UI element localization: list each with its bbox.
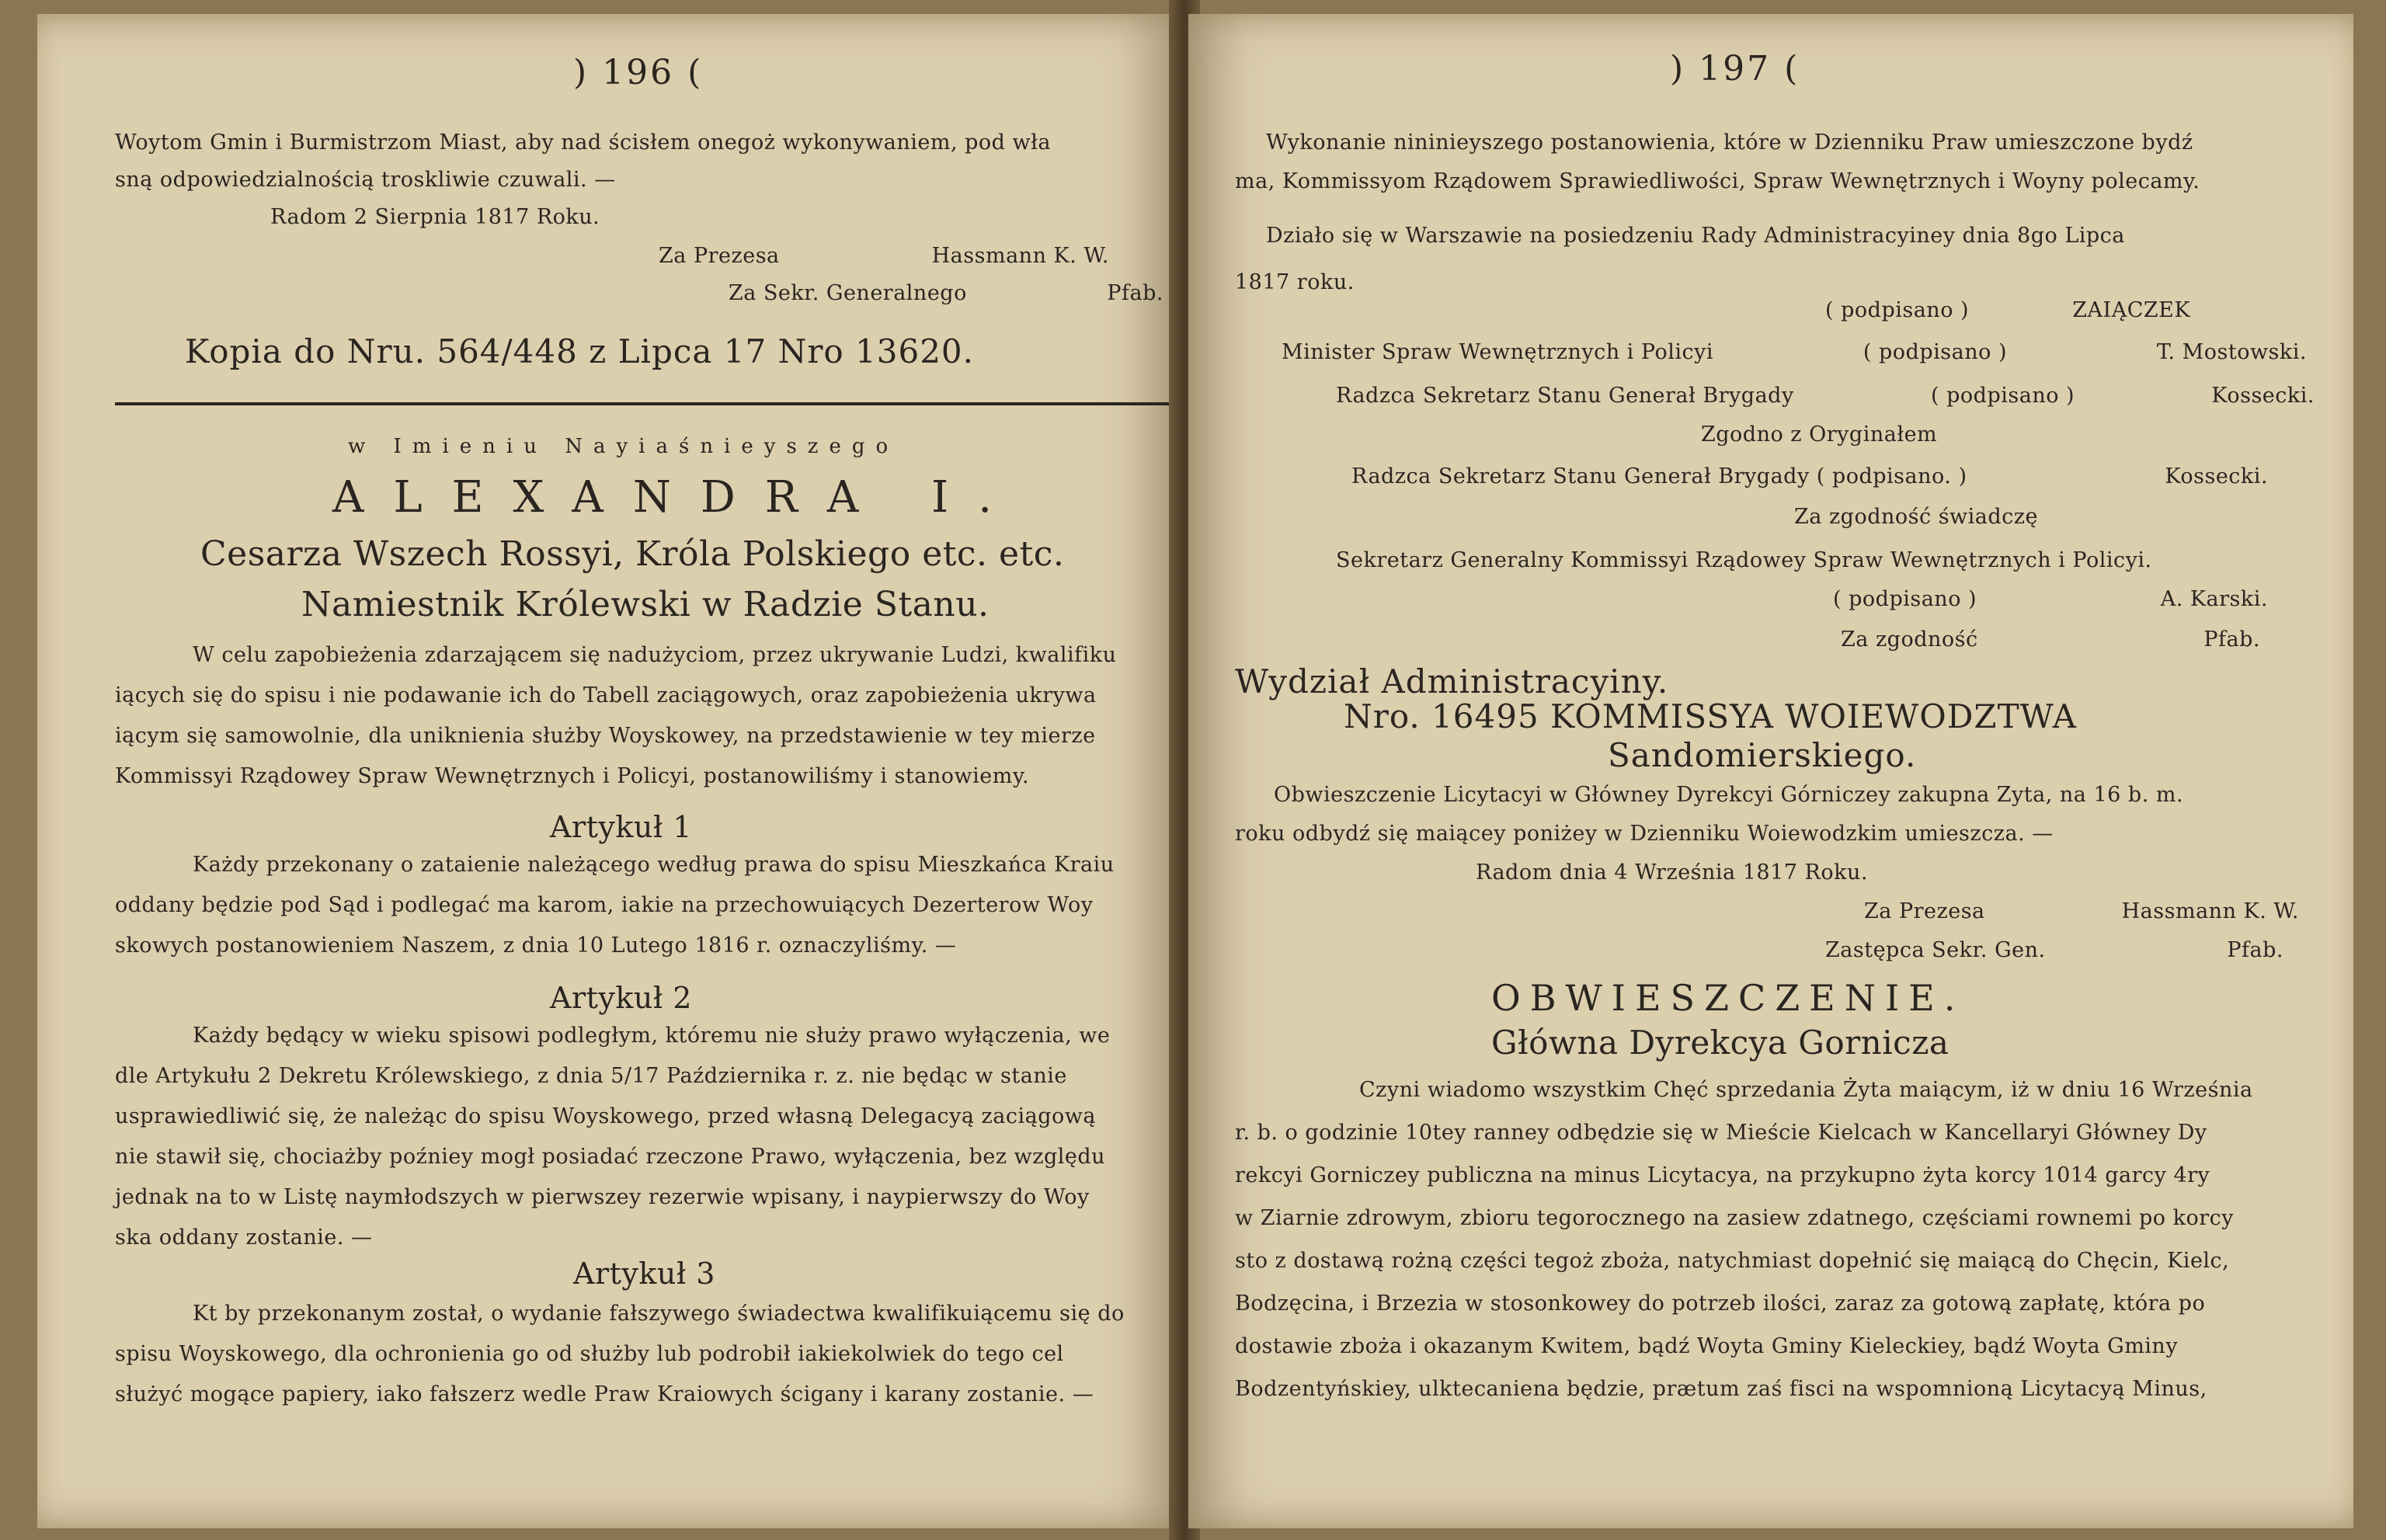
- signature-name: Pfab.: [1107, 281, 1163, 305]
- article-line: oddany będzie pod Sąd i podlegać ma karom, iakie na przechowuiących Dezerterow Woy: [115, 893, 1094, 917]
- signature-name: ZAIĄCZEK: [2072, 298, 2190, 322]
- left-page: [37, 14, 1179, 1528]
- signature-role: Radzca Sekretarz Stanu Generał Brygady ( podpisano. ): [1351, 464, 1967, 488]
- signature-role: Minister Spraw Wewnętrznych i Policyi: [1282, 340, 1714, 364]
- signature-name: Pfab.: [2203, 627, 2260, 652]
- monarch-name: ALEXANDRA I.: [332, 472, 1022, 523]
- right-page: [1188, 14, 2353, 1528]
- signature-name: T. Mostowski.: [2156, 340, 2307, 364]
- preamble-line: iącym się samowolnie, dla uniknienia służby Woyskowey, na przedstawienie w tey mierze: [115, 724, 1096, 748]
- article-line: dle Artykułu 2 Dekretu Królewskiego, z dnia 5/17 Października r. z. nie będąc w stanie: [115, 1064, 1067, 1088]
- signature-row: [1833, 587, 2268, 611]
- announcement-line: Bodzęcina, i Brzezia w stosonkowey do potrzeb ilości, zaraz za gotową zapłatę, która po: [1235, 1291, 2206, 1316]
- page-number: ) 196 (: [573, 53, 704, 92]
- notice-line: Obwieszczenie Licytacyi w Główney Dyrekcyi Górniczey zakupna Zyta, na 16 b. m.: [1274, 783, 2184, 807]
- dateline: Radom 2 Sierpnia 1817 Roku.: [270, 205, 600, 229]
- signature-row: [1864, 899, 2299, 923]
- signature-role: Zastępca Sekr. Gen.: [1825, 938, 2046, 962]
- article-line: służyć mogące papiery, iako fałszerz wedle Praw Kraiowych ścigany i karany zostanie. —: [115, 1382, 1094, 1406]
- announcement-title: OBWIESZCZENIE.: [1491, 977, 1965, 1019]
- preamble-line: iących się do spisu i nie podawanie ich do Tabell zaciągowych, oraz zapobieżenia ukrywa: [115, 683, 1097, 707]
- signature-row: [1336, 384, 2315, 408]
- text-line: sną odpowiedzialnością troskliwie czuwali. —: [115, 168, 616, 192]
- signature-row: [1841, 627, 2260, 652]
- preamble-line: W celu zapobieżenia zdarzającem się nadużyciom, przez ukrywanie Ludzi, kwalifiku: [193, 643, 1117, 667]
- article-heading: Artykuł 2: [550, 981, 692, 1015]
- signature-row: [1282, 340, 2307, 364]
- signature-name: Pfab.: [2227, 938, 2283, 962]
- signature-row: [729, 281, 1163, 305]
- invocation: w Imieniu Nayiaśnieyszego: [348, 435, 899, 458]
- article-line: usprawiedliwić się, że należąc do spisu Woyskowego, przed własną Delegacyą zaciągową: [115, 1104, 1096, 1128]
- page-number: ) 197 (: [1670, 49, 1800, 89]
- signature-role: Sekretarz Generalny Kommissyi Rządowey Spraw Wewnętrznych i Policyi.: [1336, 548, 2152, 572]
- article-line: Każdy przekonany o zataienie należącego według prawa do spisu Mieszkańca Kraiu: [193, 853, 1115, 877]
- signature-row: [1825, 298, 2190, 322]
- dateline: Radom dnia 4 Września 1817 Roku.: [1476, 860, 1868, 885]
- notice-line: roku odbydź się maiącey poniżey w Dzienniku Woiewodzkim umieszcza. —: [1235, 822, 2054, 846]
- announcement-line: r. b. o godzinie 10tey ranney odbędzie się w Mieście Kielcach w Kancellaryi Główney Dy: [1235, 1121, 2207, 1145]
- article-line: nie stawił się, chociażby poźniey mogł posiadać rzeczone Prawo, wyłączenia, bez względu: [115, 1145, 1106, 1169]
- signature-role: Radzca Sekretarz Stanu Generał Brygady: [1336, 384, 1794, 408]
- preamble-line: Kommissyi Rządowey Spraw Wewnętrznych i Policyi, postanowiliśmy i stanowiemy.: [115, 764, 1030, 788]
- signature-role: Za Sekr. Generalnego: [729, 281, 967, 305]
- announcement-subtitle: Główna Dyrekcya Gornicza: [1491, 1024, 1949, 1062]
- announcement-line: w Ziarnie zdrowym, zbioru tegorocznego na zasiew zdatnego, częściami rownemi po korcy: [1235, 1206, 2235, 1230]
- article-line: skowych postanowieniem Naszem, z dnia 10 Lutego 1816 r. oznaczyliśmy. —: [115, 933, 957, 958]
- announcement-line: dostawie zboża i okazanym Kwitem, bądź Woyta Gminy Kieleckiey, bądź Woyta Gminy: [1235, 1334, 2179, 1358]
- signature-status: ( podpisano ): [1833, 587, 1977, 611]
- announcement-line: sto z dostawą rożną części tegoż zboża, natychmiast dopełnić się maiącą do Chęcin, Kielc,: [1235, 1249, 2230, 1273]
- namiestnik-title: Namiestnik Królewski w Radzie Stanu.: [301, 585, 990, 624]
- copy-heading: Kopia do Nru. 564/448 z Lipca 17 Nro 13620.: [185, 332, 974, 370]
- signature-name: Kossecki.: [2165, 464, 2268, 488]
- article-line: ska oddany zostanie. —: [115, 1225, 373, 1250]
- article-line: Każdy będący w wieku spisowi podległym, któremu nie służy prawo wyłączenia, we: [193, 1024, 1111, 1048]
- signature-name: A. Karski.: [2160, 587, 2268, 611]
- certification-line: Za zgodność: [1841, 627, 1978, 652]
- text-line: Woytom Gmin i Burmistrzom Miast, aby nad ścisłem onegoż wykonywaniem, pod wła: [115, 130, 1052, 155]
- article-line: spisu Woyskowego, dla ochronienia go od służby lub podrobił iakiekolwiek do tego cel: [115, 1342, 1064, 1366]
- commission-heading: Nro. 16495 KOMMISSYA WOIEWODZTWA: [1344, 697, 2078, 735]
- signature-status: ( podpisano ): [1931, 384, 2075, 408]
- department-heading: Wydział Administracyiny.: [1235, 662, 1669, 700]
- article-line: Kt by przekonanym został, o wydanie fałszywego świadectwa kwalifikuiącemu się do: [193, 1302, 1125, 1326]
- signature-name: Hassmann K. W.: [2121, 899, 2299, 923]
- signature-name: Kossecki.: [2211, 384, 2315, 408]
- signature-role: Za Prezesa: [1864, 899, 1985, 923]
- signature-name: Hassmann K. W.: [931, 244, 1109, 268]
- article-heading: Artykuł 3: [573, 1257, 715, 1291]
- announcement-line: rekcyi Gorniczey publiczna na minus Licytacya, na przykupno żyta korcy 1014 garcy 4ry: [1235, 1163, 2210, 1187]
- signature-role: Za Prezesa: [659, 244, 780, 268]
- commission-region: Sandomierskiego.: [1608, 736, 1917, 774]
- signature-row: [1351, 464, 2268, 488]
- announcement-line: Bodzentyńskiey, ulktecaniena będzie, prætum zaś fisci na wspomnioną Licytacyą Minus,: [1235, 1377, 2207, 1401]
- signature-row: [1825, 938, 2283, 962]
- signature-row: [659, 244, 1109, 268]
- certification-line: Zgodno z Oryginałem: [1701, 422, 1938, 447]
- article-heading: Artykuł 1: [550, 810, 692, 844]
- divider: [115, 402, 1179, 405]
- text-line: ma, Kommissyom Rządowem Sprawiedliwości, Spraw Wewnętrznych i Woyny polecamy.: [1235, 169, 2200, 193]
- article-line: jednak na to w Listę naymłodszych w pierwszey rezerwie wpisany, i naypierwszy do Woy: [115, 1185, 1090, 1209]
- certification-line: Za zgodność świadczę: [1794, 505, 2039, 529]
- text-line: 1817 roku.: [1235, 270, 1355, 294]
- text-line: Działo się w Warszawie na posiedzeniu Rady Administracyiney dnia 8go Lipca: [1266, 224, 2125, 248]
- signature-status: ( podpisano ): [1825, 298, 1970, 322]
- monarch-title: Cesarza Wszech Rossyi, Króla Polskiego etc. etc.: [200, 534, 1065, 574]
- announcement-line: Czyni wiadomo wszystkim Chęć sprzedania Żyta maiącym, iż w dniu 16 Września: [1359, 1078, 2253, 1102]
- signature-status: ( podpisano ): [1863, 340, 2007, 364]
- text-line: Wykonanie nininieyszego postanowienia, które w Dzienniku Praw umieszczone bydź: [1266, 130, 2193, 155]
